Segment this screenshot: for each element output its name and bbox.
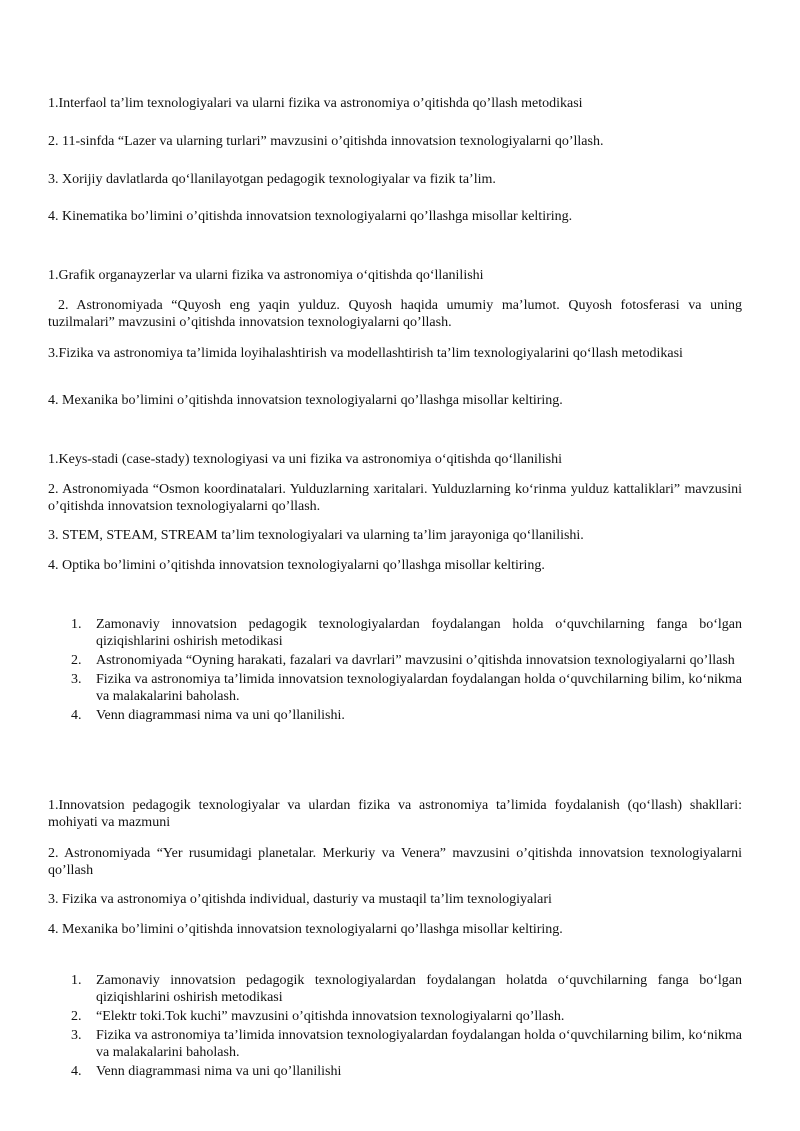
block3-item-1: 1.Keys-stadi (case-stady) texnologiyasi va uni fizika va astronomiya oʻqitishda qoʻllanilishi (48, 452, 562, 467)
list-item-text: “Elektr toki.Tok kuchi” mavzusini o’qitishda innovatsion texnologiyalarni qo’llash. (96, 1009, 565, 1024)
block6-list-item-3 (48, 1027, 742, 1061)
list-item-text: Fizika va astronomiya taʼlimida innovatsion texnologiyalardan foydalangan holda oʻquvchilarning bilim, koʻnikma va malakalarini baholash. (96, 1028, 742, 1060)
list-number: 1. (71, 617, 82, 632)
block1-item-2: 2. 11-sinfda “Lazer va ularning turlari” mavzusini o’qitishda innovatsion texnologiyalarni qo’llash. (48, 134, 604, 149)
list-number: 2. (71, 653, 82, 668)
block4-numbered-list (48, 616, 742, 726)
block2-item-4: 4. Mexanika bo’limini o’qitishda innovatsion texnologiyalarni qo’llashga misollar keltiring. (48, 393, 563, 408)
list-item-text: Zamonaviy innovatsion pedagogik texnologiyalardan foydalangan holda oʻquvchilarning fanga boʻlgan qiziqishlarini oshirish metodikasi (96, 617, 742, 649)
block3-item-2: 2. Astronomiyada “Osmon koordinatalari. Yulduzlarning xaritalari. Yulduzlarning koʻrinma yulduz kattaliklari” mavzusini o’qitishda innovatsion texnologiyalarni qo’llash. (48, 482, 742, 514)
list-item-text: Fizika va astronomiya taʼlimida innovatsion texnologiyalardan foydalangan holda oʻquvchilarning bilim, koʻnikma va malakalarini baholash. (96, 672, 742, 704)
block4-list-item-4 (48, 707, 742, 724)
list-number: 3. (71, 672, 82, 687)
block5-item-2: 2. Astronomiyada “Yer rusumidagi planetalar. Merkuriy va Venera” mavzusini o’qitishda innovatsion texnologiyalarni qo’llash (48, 846, 742, 878)
list-item-text: Venn diagrammasi nima va uni qo’llanilishi (96, 1064, 342, 1079)
list-number: 2. (71, 1009, 82, 1024)
block2-item-2: 2. Astronomiyada “Quyosh eng yaqin yulduz. Quyosh haqida umumiy ma’lumot. Quyosh fotosferasi va uning tuzilmalari” mavzusini o’qitishda innovatsion texnologiyalarni qo’llash. (48, 298, 742, 330)
list-number: 4. (71, 708, 82, 723)
block3-item-3: 3. STEM, STEAM, STREAM taʼlim texnologiyalari va ularning taʼlim jarayoniga qoʻllanilishi. (48, 528, 584, 543)
block1-item-4: 4. Kinematika bo’limini o’qitishda innovatsion texnologiyalarni qo’llashga misollar keltiring. (48, 209, 573, 224)
block6-list-item-1 (48, 972, 742, 1006)
block5-item-4: 4. Mexanika bo’limini o’qitishda innovatsion texnologiyalarni qo’llashga misollar keltiring. (48, 922, 563, 937)
list-item-text: Zamonaviy innovatsion pedagogik texnologiyalardan foydalangan holatda oʻquvchilarning fanga boʻlgan qiziqishlarini oshirish metodikasi (96, 973, 742, 1005)
block6-numbered-list (48, 972, 742, 1082)
list-number: 4. (71, 1064, 82, 1079)
list-number: 3. (71, 1028, 82, 1043)
block3-item-4: 4. Optika bo’limini o’qitishda innovatsion texnologiyalarni qo’llashga misollar keltiring. (48, 558, 545, 573)
block5-item-1: 1.Innovatsion pedagogik texnologiyalar va ulardan fizika va astronomiya taʼlimida foydalanish (qoʻllash) shakllari: mohiyati va mazmuni (48, 798, 742, 830)
block6-list-item-2 (48, 1008, 742, 1025)
block1-item-3: 3. Xorijiy davlatlarda qoʻllanilayotgan pedagogik texnologiyalar va fizik taʼlim. (48, 172, 496, 187)
block2-item-3: 3.Fizika va astronomiya taʼlimida loyihalashtirish va modellashtirish taʼlim texnologiyalarini qoʻllash metodikasi (48, 346, 683, 361)
list-item-text: Astronomiyada “Oyning harakati, fazalari va davrlari” mavzusini o’qitishda innovatsion texnologiyalarni qo’llash (96, 653, 735, 668)
block4-list-item-2 (48, 652, 742, 669)
list-item-text: Venn diagrammasi nima va uni qo’llanilishi. (96, 708, 345, 723)
block4-list-item-1 (48, 616, 742, 650)
block5-item-3: 3. Fizika va astronomiya o’qitishda individual, dasturiy va mustaqil ta’lim texnologiyalari (48, 892, 552, 907)
block1-item-1: 1.Interfaol ta’lim texnologiyalari va ularni fizika va astronomiya o’qitishda qo’llash metodikasi (48, 96, 583, 111)
list-number: 1. (71, 973, 82, 988)
block6-list-item-4 (48, 1063, 742, 1080)
block2-item-1: 1.Grafik organayzerlar va ularni fizika va astronomiya oʻqitishda qoʻllanilishi (48, 268, 484, 283)
block4-list-item-3 (48, 671, 742, 705)
